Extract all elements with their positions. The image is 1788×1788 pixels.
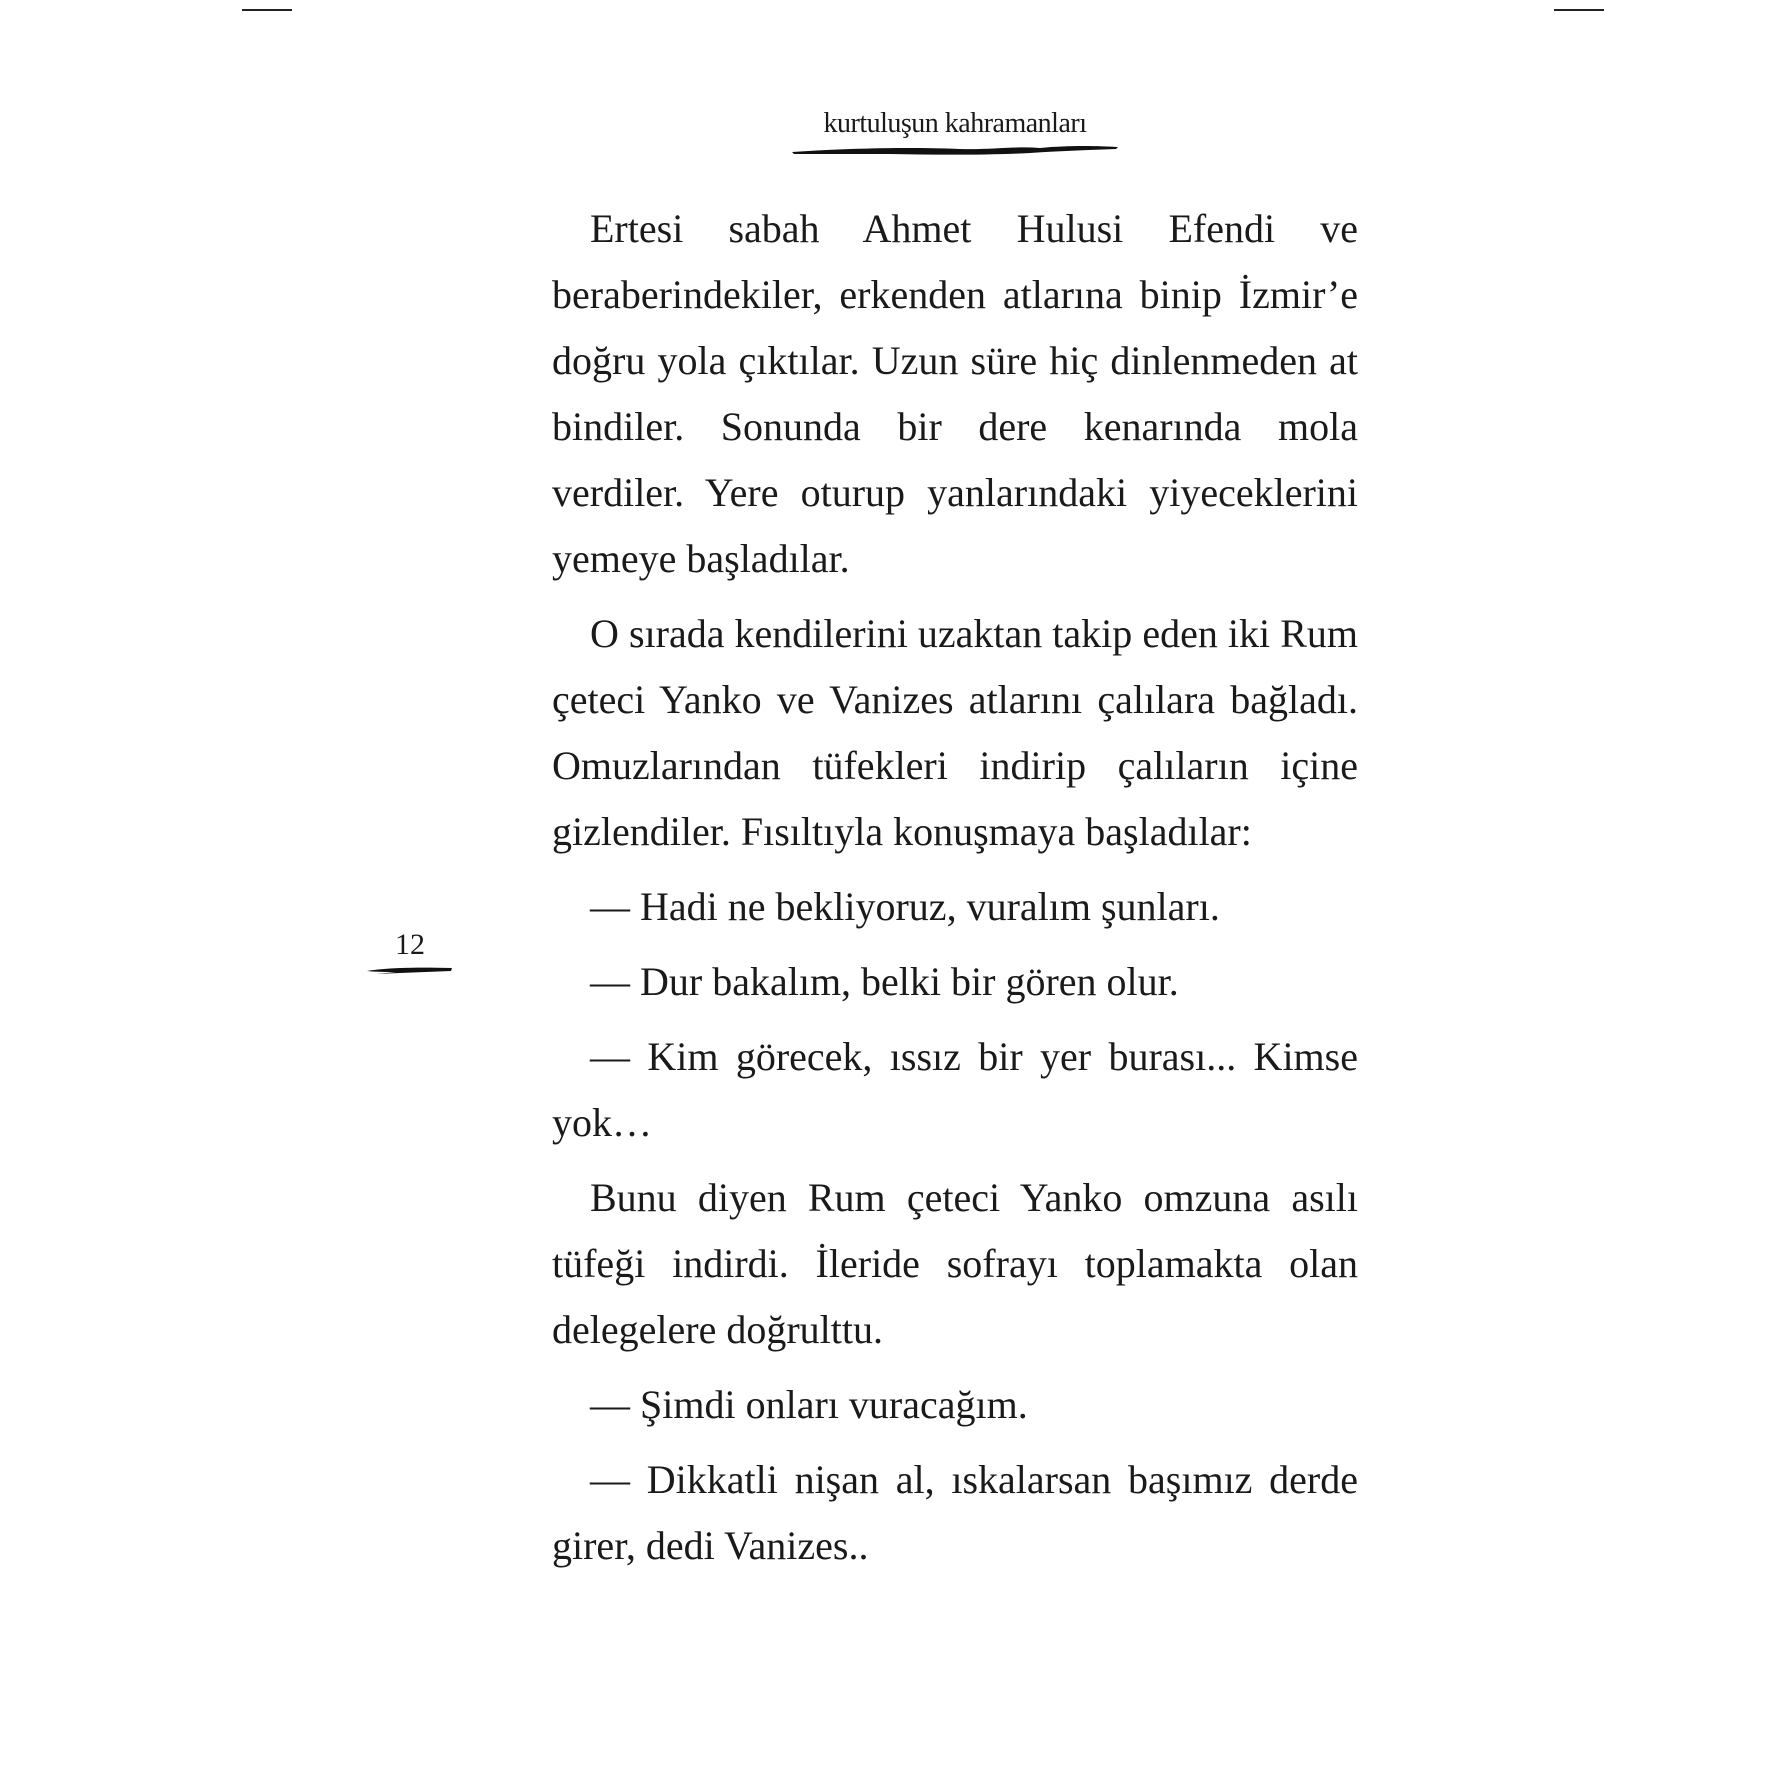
dialog-line: — Dur bakalım, belki bir gören olur. <box>590 959 1179 1004</box>
running-head <box>790 108 1120 158</box>
page-number-stroke <box>366 964 454 976</box>
paragraph: O sırada kendilerini uzaktan takip eden iki Rum çeteci Yanko ve Vanizes atlarını çalılara bağladı. Omuzlarından tüfekleri indirip çalıların içine gizlendiler. Fısıltıyla konuşmaya başladılar: <box>552 611 1358 854</box>
page-number <box>365 928 455 976</box>
paragraph: Bunu diyen Rum çeteci Yanko omzuna asılı tüfeği indirdi. İleride sofrayı toplamakta olan delegelere doğrulttu. <box>552 1175 1358 1352</box>
brush-stroke-ornament <box>790 142 1120 158</box>
paragraph: Ertesi sabah Ahmet Hulusi Efendi ve beraberindekiler, erkenden atlarına binip İzmir’e doğru yola çıktılar. Uzun süre hiç dinlenmeden at bindiler. Sonunda bir dere kenarında mola verdiler. Yere oturup yanlarındaki yiyeceklerini yemeye başladılar. <box>552 206 1358 581</box>
page-number-text: 12 <box>395 928 425 961</box>
running-title: kurtuluşun kahramanları <box>823 108 1087 139</box>
dialog-line: — Kim görecek, ıssız bir yer burası... Kimse yok… <box>552 1034 1358 1145</box>
dialog-line: — Dikkatli nişan al, ıskalarsan başımız derde girer, dedi Vanizes.. <box>552 1457 1358 1568</box>
dialog-line: — Şimdi onları vuracağım. <box>590 1382 1028 1427</box>
crop-mark-left <box>242 9 292 11</box>
crop-mark-right <box>1554 9 1604 11</box>
dialog-line: — Hadi ne bekliyoruz, vuralım şunları. <box>590 884 1220 929</box>
body-text <box>552 196 1358 1588</box>
